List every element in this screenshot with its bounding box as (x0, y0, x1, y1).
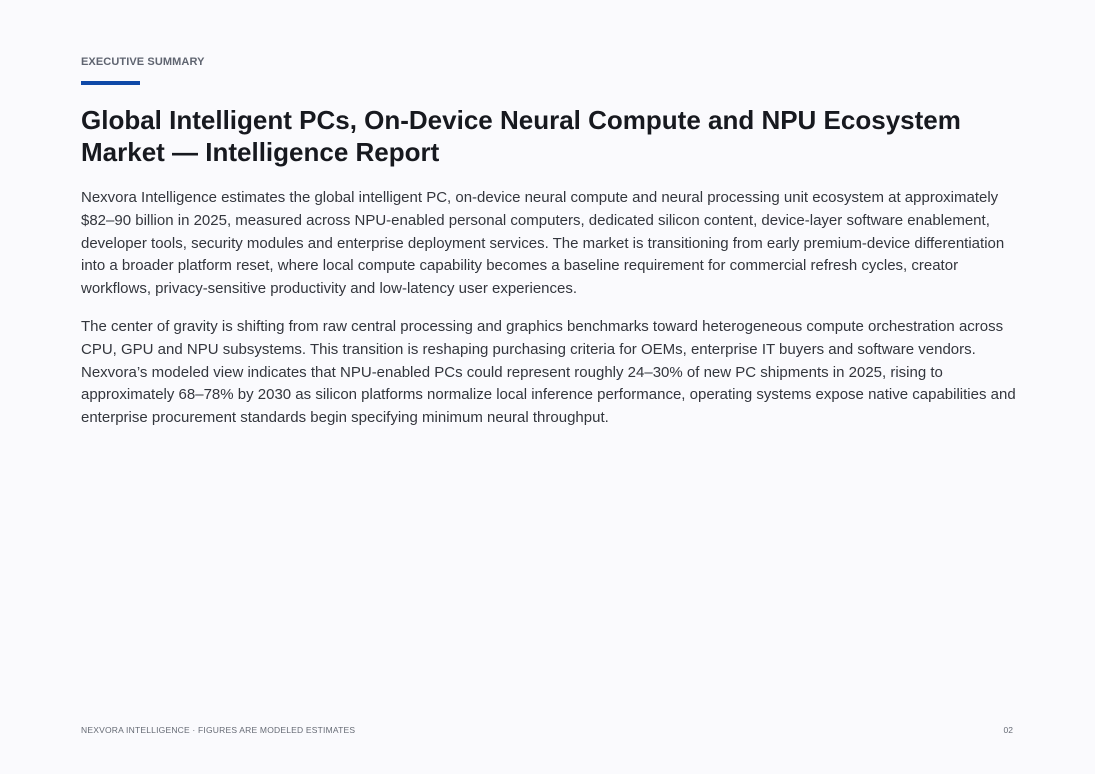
page-title: Global Intelligent PCs, On-Device Neural Compute and NPU Ecosystem Market — Intelligence Report (81, 105, 961, 167)
page-number: 02 (1003, 725, 1013, 735)
footer-disclaimer: NEXVORA INTELLIGENCE · FIGURES ARE MODELED ESTIMATES (81, 725, 356, 735)
accent-rule (81, 81, 140, 85)
section-label: EXECUTIVE SUMMARY (81, 56, 205, 68)
summary-paragraph-2: The center of gravity is shifting from raw central processing and graphics benchmarks toward heterogeneous compute orchestration across CPU, GPU and NPU subsystems. This transition is reshaping purchasing criteria for OEMs, enterprise IT buyers and software vendors. Nexvora’s modeled view indicates that NPU-enabled PCs could represent roughly 24–30% of new PC shipments in 2025, rising to approximately 68–78% by 2030 as silicon platforms normalize local inference performance, operating systems expose native capabilities and enterprise procurement standards begin specifying minimum neural throughput. (81, 317, 1016, 427)
summary-paragraph-1: Nexvora Intelligence estimates the global intelligent PC, on-device neural compute and neural processing unit ecosystem at approximately $82–90 billion in 2025, measured across NPU-enabled personal computers, dedicated silicon content, device-layer software enablement, developer tools, security modules and enterprise deployment services. The market is transitioning from early premium-device differentiation into a broader platform reset, where local compute capability becomes a baseline requirement for commercial refresh cycles, creator workflows, privacy-sensitive productivity and low-latency user experiences. (81, 189, 1005, 298)
summary-body (81, 187, 1021, 445)
